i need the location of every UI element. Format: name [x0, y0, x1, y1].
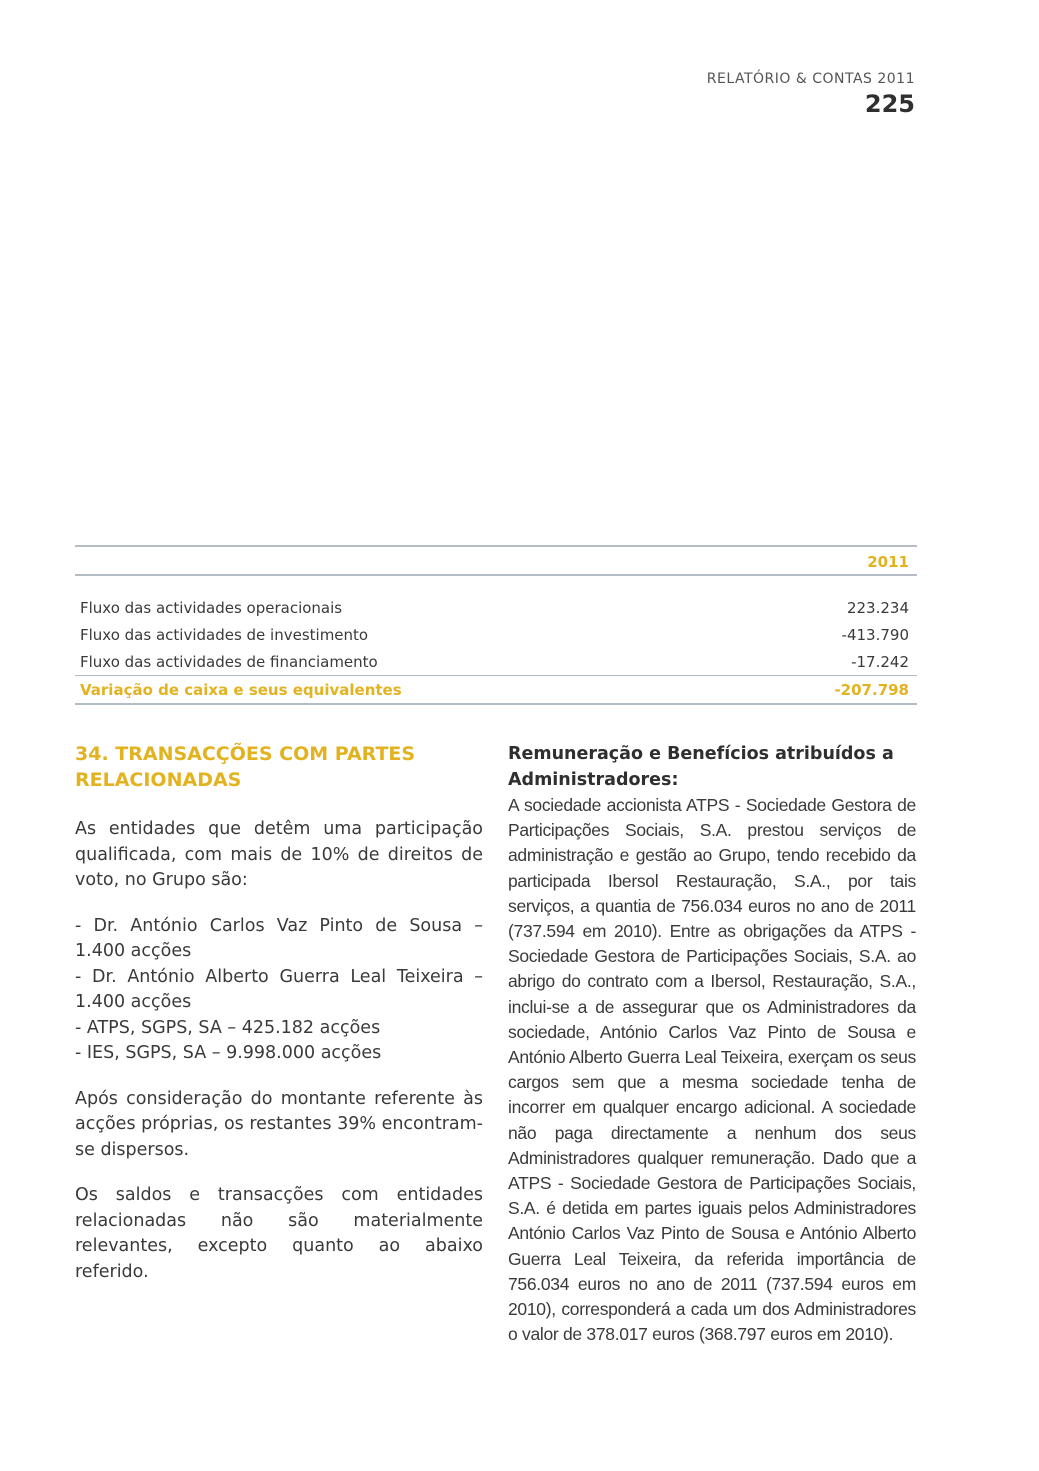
left-column — [75, 741, 483, 1305]
row-label: Fluxo das actividades de investimento — [80, 626, 369, 644]
section-heading: 34. TRANSACÇÕES COM PARTES RELACIONADAS — [75, 743, 416, 791]
table-row — [75, 594, 917, 621]
total-label: Variação de caixa e seus equivalentes — [80, 681, 402, 699]
list-item: - IES, SGPS, SA – 9.998.000 acções — [75, 1043, 382, 1063]
list-item: - ATPS, SGPS, SA – 425.182 acções — [75, 1017, 381, 1038]
row-label: Fluxo das actividades de financiamento — [80, 653, 378, 671]
right-column — [508, 742, 916, 1347]
table-row — [75, 648, 917, 675]
row-value: -413.790 — [841, 626, 909, 644]
list-item: - Dr. António Alberto Guerra Leal Teixeira – 1.400 acções — [75, 966, 483, 1012]
table-header-row — [75, 547, 917, 574]
table-total-row — [75, 675, 917, 705]
row-value: -17.242 — [851, 653, 909, 671]
remuneration-body: A sociedade accionista ATPS - Sociedade Gestora de Participações Sociais, S.A. prestou serviços de administração e gestão ao Grupo, tendo recebido da participada Ibersol Restauração, S.A., por tais serviços, a quantia de 756.034 euros no ano de 2011 (737.594 em 2010). Entre as obrigações da ATPS - Sociedade Gestora de Participações Sociais, S.A. ao abrigo do contrato com a Ibersol, Restauração, S.A., inclui-se a de assegurar que os Administradores da sociedade, António Carlos Vaz Pinto de Sousa e António Alberto Guerra Leal Teixeira, exerçam os seus cargos sem que a mesma sociedade tenha de incorrer em qualquer encargo adicional. A sociedade não paga directamente a nenhum dos seus Administradores qualquer remuneração. Dado que a ATPS - Sociedade Gestora de Participações Sociais, S.A. é detida em partes iguais pelos Administradores António Carlos Vaz Pinto de Sousa e António Alberto Guerra Leal Teixeira, da referida importância de 756.034 euros no ano de 2011 (737.594 euros em 2010), corresponderá a cada um dos Administradores o valor de 378.017 euros (368.797 euros em 2010). — [508, 795, 916, 1345]
cash-flow-table — [75, 545, 917, 705]
dispersed-paragraph: Após consideração do montante referente às acções próprias, os restantes 39% encontram-se dispersos. — [75, 1088, 483, 1160]
total-value: -207.798 — [834, 681, 909, 699]
remuneration-heading: Remuneração e Benefícios atribuídos a Administradores: — [508, 744, 894, 790]
year-header: 2011 — [867, 553, 909, 571]
page-number: 225 — [864, 90, 915, 118]
list-item: - Dr. António Carlos Vaz Pinto de Sousa – 1.400 acções — [75, 915, 483, 961]
row-value: 223.234 — [846, 599, 909, 617]
shareholder-list — [75, 914, 483, 1067]
balances-paragraph: Os saldos e transacções com entidades relacionadas não são materialmente relevantes, excepto quanto ao abaixo referido. — [75, 1185, 483, 1282]
row-label: Fluxo das actividades operacionais — [80, 599, 343, 617]
table-row — [75, 621, 917, 648]
intro-paragraph: As entidades que detêm uma participação qualificada, com mais de 10% de direitos de voto, no Grupo são: — [75, 819, 483, 890]
report-title: RELATÓRIO & CONTAS 2011 — [706, 71, 915, 87]
